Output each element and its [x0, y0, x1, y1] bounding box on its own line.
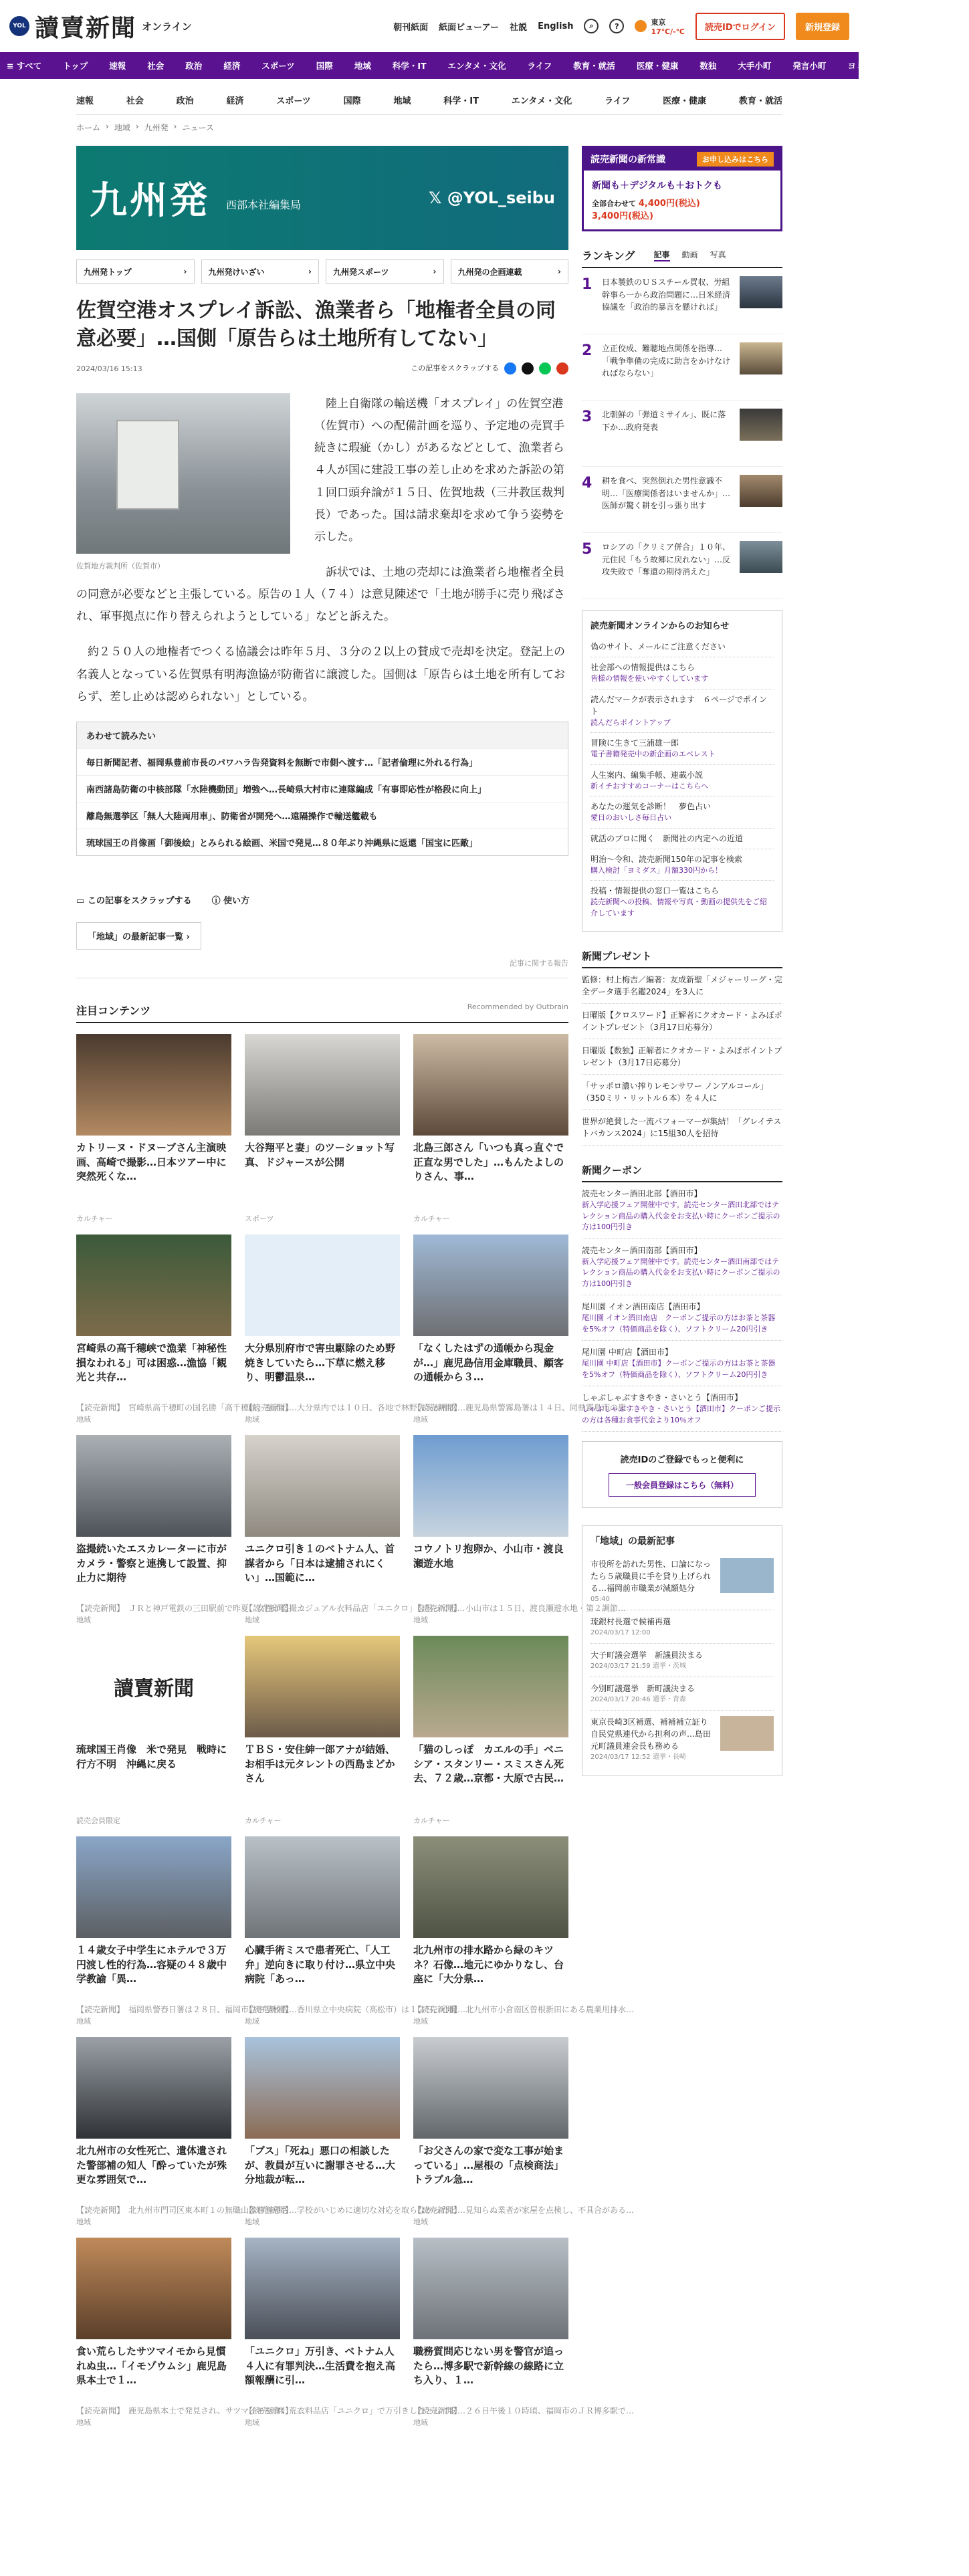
- present-item[interactable]: 日曜版【クロスワード】正解者にクオカード・よみぽポイントプレゼント（3月17日応募分）: [582, 1004, 782, 1039]
- header-links: [393, 13, 849, 40]
- crumb-news: ニュース: [182, 123, 214, 132]
- card-thumb: [413, 2037, 568, 2139]
- register-free-button[interactable]: 一般会員登録はこちら（無料）: [609, 1473, 756, 1497]
- featured-card[interactable]: 「ブス」「死ね」悪口の相談したが、教員が互いに謝罪させる…大分地裁が転… 【読売新聞】 学校がいじめに適切な対応を取らなかったと… 地域: [245, 2037, 400, 2227]
- paragraph: 訴状では、土地の売却には漁業者ら地権者全員の同意が必要などと主張している。原告の１人（７４）は意見陳述で「土地が勝手に売り飛ばされ、軍事拠点に作り替えられようとしている」などと訴えた。: [76, 565, 565, 624]
- featured-card[interactable]: 大分県別府市で害虫駆除のため野焼きしていたら…下草に燃え移り、明鬱温泉… 【読売新聞】 大分県内では１０日、各地で林野火災が相次… 地域: [245, 1235, 400, 1424]
- subnav-item[interactable]: 科学・IT: [443, 96, 479, 106]
- login-button[interactable]: 読売IDでログイン: [695, 13, 785, 40]
- related-heading: あわせて読みたい: [77, 722, 568, 748]
- nav-otekomachi[interactable]: 大手小町: [738, 61, 772, 71]
- outbrain-logo[interactable]: Recommended by Outbrain: [467, 1002, 568, 1011]
- ranking-tab-video[interactable]: 動画: [681, 250, 698, 259]
- bookmark-icon: ▭: [76, 895, 88, 906]
- nav-entertainment[interactable]: エンタメ・文化: [447, 61, 506, 71]
- regional-thumb: [720, 1716, 774, 1751]
- subnav-item[interactable]: 国際: [343, 96, 361, 106]
- tab-kyushu-sports[interactable]: 九州発スポーツ ›: [326, 259, 444, 284]
- banner-sub: 西部本社編集局: [226, 198, 302, 211]
- brand-sub: オンライン: [142, 20, 192, 33]
- regional-item[interactable]: 今別町議選挙 新町議決まる 2024/03/17 20:46 選挙・青森: [590, 1677, 774, 1711]
- link-editorial[interactable]: 社説: [510, 22, 528, 33]
- nav-education[interactable]: 教育・就活: [573, 61, 615, 71]
- featured-heading: 注目コンテンツ: [76, 1004, 151, 1017]
- promo-header: 読売新聞の新常識 お申し込みはこちら: [584, 148, 780, 171]
- share-buttons: [411, 362, 568, 374]
- card-thumb: [76, 2238, 231, 2339]
- crumb-local[interactable]: 地域: [114, 123, 130, 132]
- yomiuri-logo-thumb: 讀賣新聞: [76, 1636, 231, 1737]
- card-thumb: [413, 1034, 568, 1136]
- x-share-icon[interactable]: [522, 362, 534, 374]
- featured-card[interactable]: 讀賣新聞 琉球国王肖像 米で発見 戦時に行方不明 沖縄に戻る 読売会員限定: [76, 1636, 231, 1826]
- featured-card[interactable]: 大谷翔平と妻」のツーショット写真、ドジャースが公開 スポーツ: [245, 1034, 400, 1224]
- nav-sudoku[interactable]: 数独: [699, 61, 717, 71]
- regional-heading: 「地域」の最新記事: [590, 1536, 675, 1547]
- present-item[interactable]: 世界が絶賛した一流パフォーマーが集結！「グレイテストバカンス2024」に15組30人を招待: [582, 1110, 782, 1146]
- article-date: 2024/03/16 15:13: [76, 364, 142, 373]
- ranking-tabs: [654, 249, 726, 261]
- coupon-item[interactable]: 尾川園 イオン酒田南店【酒田市】 尾川園 イオン酒田南店 クーポンご提示の方はお茶と茶器を5%オフ（特価商品を除く）、ソフトクリーム20円引き: [582, 1295, 782, 1341]
- link-morning-edition[interactable]: 朝刊紙面: [393, 22, 429, 33]
- site-logo[interactable]: [9, 9, 192, 43]
- weather-widget[interactable]: [635, 17, 685, 36]
- region-tabs: [76, 259, 568, 284]
- yol-badge: YOL: [9, 16, 29, 36]
- article-photo[interactable]: [76, 393, 290, 573]
- banner-title: 九州発: [90, 179, 210, 223]
- ranking-item[interactable]: 5 ロシアの「クリミア併合」１０年、元住民「もう故郷に戻れない」…反攻失敗で「奪還の期待消えた」: [582, 533, 782, 599]
- notice-item[interactable]: 就活のプロに聞く 新聞社の内定への近道: [590, 829, 774, 849]
- card-thumb: [76, 1836, 231, 1938]
- notice-item[interactable]: あなたの運気を診断！ 夢色占い 愛日のおいしさ毎日占い: [590, 796, 774, 829]
- regional-item[interactable]: 大子町議会選挙 新議員決まる 2024/03/17 21:59 選挙・茨城: [590, 1644, 774, 1677]
- coupon-item[interactable]: 読売センター酒田北部【酒田市】 新入学応援フェア開催中です。読売センター酒田北部ではテレクション商品の購入代金をお支払い時にクーポンご提示の方は100円引き: [582, 1182, 782, 1239]
- tab-kyushu-series[interactable]: 九州発の企画連載 ›: [451, 259, 569, 284]
- related-item[interactable]: 琉球国王の肖像画「御後絵」とみられる絵画、米国で発見…８０年ぶり沖縄県に返還「国宝に匹敵」: [77, 829, 568, 855]
- subnav-item[interactable]: 地域: [393, 96, 411, 106]
- related-item[interactable]: 南西諸島防衛の中核部隊「水陸機動団」増強へ…長崎県大村市に連隊編成「有事即応性が格段に向上」: [77, 775, 568, 802]
- notice-item[interactable]: 読んだマークが表示されます ６ページでポイント 読んだらポイントアップ: [590, 689, 774, 734]
- coupon-heading: 新聞クーポン: [582, 1163, 782, 1182]
- site-header: [0, 0, 859, 52]
- regional-item[interactable]: 琉銀村長選で候補再選 2024/03/17 12:00: [590, 1610, 774, 1644]
- featured-card[interactable]: 宮崎県の高千穂峡で漁業「神秘性損なわれる」可は困惑…漁協「観光と共存… 【読売新聞】 宮崎県高千穂町の国名勝「高千穂峡」を流れ… 地域: [76, 1235, 231, 1424]
- x-icon: 𝕏: [429, 189, 447, 207]
- line-icon[interactable]: [539, 362, 551, 374]
- notice-item[interactable]: 冒険に生きて三浦雄一郎 電子書籍発売中の新企画のエベレスト: [590, 733, 774, 765]
- register-box: [582, 1441, 782, 1508]
- ranking-item[interactable]: 2 立正佼成、難聴地点関係を指導…「戦争準備の完成に助言をかけなければならない」: [582, 334, 782, 401]
- notice-item[interactable]: 人生案内、編集手帳、連載小説 新イチおすすめコーナーはこちらへ: [590, 765, 774, 797]
- coupon-item[interactable]: 読売センター酒田南部【酒田市】 新入学応援フェア開催中です。読売センター酒田南部ではテレクション商品の購入代金をお支払い時にクーポンご提示の方は100円引き: [582, 1239, 782, 1296]
- mail-icon[interactable]: [556, 362, 568, 374]
- weather-temp: 17℃/-℃: [651, 27, 685, 36]
- sun-icon: [635, 20, 647, 32]
- present-heading: 新聞プレゼント: [582, 949, 782, 968]
- ranking-thumb: [740, 475, 782, 507]
- related-item[interactable]: 毎日新聞記者、福岡県豊前市長のパワハラ告発資料を無断で市側へ渡す…「記者倫理に外れる行為」: [77, 748, 568, 775]
- chevron-right-icon: ›: [433, 267, 437, 276]
- featured-card[interactable]: ユニクロ引き１のベトナム人、首謀者から「日本は逮捕されにくい」…国範に… 【読売新聞】 カジュアル衣料品店「ユニクロ」を狙って万… 地域: [245, 1435, 400, 1625]
- nav-science[interactable]: 科学・IT: [392, 61, 427, 71]
- card-thumb: [76, 1235, 231, 1336]
- featured-card[interactable]: 「なくしたはずの通帳から現金が…」鹿児島信用金庫職員、顧客の通帳から３… 【読売新聞】 鹿児島県警霧島署は１４日、同県霧島市の鹿… 地域: [413, 1235, 568, 1424]
- ranking-thumb: [740, 541, 782, 573]
- ranking-tab-photo[interactable]: 写真: [710, 250, 726, 259]
- subnav-item[interactable]: 政治: [176, 96, 194, 106]
- article-meta: [76, 362, 568, 374]
- ranking-thumb: [740, 409, 782, 441]
- promo-apply-button[interactable]: お申し込みはこちら: [697, 152, 774, 167]
- ranking-item[interactable]: 4 耕を食べ、突然倒れた男性意識不明…「医療関係者はいませんか」…医師が驚く耕を引っ張り出す: [582, 467, 782, 533]
- promo-price: 全部合わせて 4,400円(税込) 3,400円(税込): [592, 199, 700, 221]
- register-text: 読売IDのご登録でもっと便利に: [620, 1455, 744, 1465]
- featured-card[interactable]: 北九州市の女性死亡、遺体遺された警部補の知人「酔っていたが殊更な雰囲気で… 【読売新聞】 北九州市門司区東本町１の無職山本尊智恵さ… 地域: [76, 2037, 231, 2227]
- scrap-button[interactable]: ▭ この記事をスクラップする: [76, 895, 192, 906]
- chevron-right-icon: ›: [183, 267, 187, 276]
- subnav-item[interactable]: 速報: [76, 96, 94, 106]
- notice-box: [582, 610, 782, 932]
- nav-economy[interactable]: 経済: [223, 61, 241, 71]
- register-button[interactable]: 新規登録: [796, 13, 849, 40]
- subnav-item[interactable]: 教育・就活: [738, 96, 782, 106]
- promo-body: 新聞も＋デジタルも＋おトクも 全部合わせて 4,400円(税込) 3,400円(税込): [584, 171, 780, 229]
- nav-world[interactable]: 国際: [316, 61, 333, 71]
- link-english[interactable]: English: [538, 21, 574, 31]
- coupon-item[interactable]: 尾川園 中町店【酒田市】 尾川園 中町店【酒田市】クーポンご提示の方はお茶と茶器を5%オフ（特価商品を除く）、ソフトクリーム20円引き: [582, 1341, 782, 1386]
- article-title: 佐賀空港オスプレイ訴訟、漁業者ら「地権者全員の同意必要」…国側「原告らは土地所有してない」: [76, 299, 556, 350]
- featured-card[interactable]: 北九州市の排水路から緑のキツネ？石像…地元にゆかりなし、台座に「大分県… 【読売新聞】 北九州市小倉南区曽根新田にある農業用排水… 地域: [413, 1836, 568, 2026]
- subnav-item[interactable]: ライフ: [605, 96, 631, 106]
- featured-card[interactable]: 「ユニクロ」万引き、ベトナム人４人に有罪判決…生活費を抱え高額報酬に引… 【読売新聞】 衣料品店「ユニクロ」で万引きしたとして窃… 地域: [245, 2238, 400, 2428]
- subnav-item[interactable]: 経済: [226, 96, 244, 106]
- ranking-heading: ランキング: [582, 249, 635, 262]
- card-thumb: [245, 1235, 400, 1336]
- featured-card[interactable]: ＴＢＳ・安住紳一郎アナが結婚、お相手は元タレントの西島まどかさん カルチャー: [245, 1636, 400, 1826]
- subnav-item[interactable]: スポーツ: [276, 96, 311, 106]
- weather-city: 東京: [651, 17, 666, 27]
- featured-card[interactable]: １４歳女子中学生にホテルで３万円渡し性的行為…容疑の４８歳中学教諭「異… 【読売新聞】 福岡県警春日署は２８日、福岡市立中学校教… 地域: [76, 1836, 231, 2026]
- twitter-handle[interactable]: 𝕏 @YOL_seibu: [429, 189, 555, 207]
- featured-card[interactable]: 北島三郎さん「いつも真っ直ぐで正直な男でした」…もんたよしのりさん、事… カルチャー: [413, 1034, 568, 1224]
- card-thumb: [76, 1034, 231, 1136]
- featured-card[interactable]: 盗撮続いたエスカレーターに市がカメラ・警察と連携して設置、抑止力に期待 【読売新聞】 ＪＲと神戸電鉄の三田駅前で昨夏、女性が盗撮… 地域: [76, 1435, 231, 1625]
- ranking-thumb: [740, 342, 782, 374]
- photo-caption: 佐賀地方裁判所（佐賀市）: [76, 562, 165, 570]
- brand-name: 讀賣新聞: [35, 13, 137, 42]
- article-actions: [76, 893, 568, 906]
- card-thumb: [413, 1435, 568, 1537]
- card-thumb: [245, 1435, 400, 1537]
- card-thumb: [245, 2037, 400, 2139]
- notice-item[interactable]: 社会部への情報提供はこちら 皆様の情報を使いやすくしています: [590, 657, 774, 689]
- paragraph: 約２５０人の地権者でつくる協議会は昨年５月、３分の２以上の賛成で売却を決定。登記上の名義人となっている佐賀県有明海漁協が防衛省に譲渡した。国側は「原告らは土地を所有しておらず、差し止めは認められない」としている。: [76, 645, 565, 704]
- featured-card[interactable]: 食い荒らしたサツマイモから見慣れぬ虫…「イモゾウムシ」鹿児島県本土で１… 【読売新聞】 鹿児島県本土で発見され、サツマイモを食い荒… 地域: [76, 2238, 231, 2428]
- regional-thumb: [720, 1558, 774, 1593]
- nav-yomidr[interactable]: ヨミドクター: [847, 61, 897, 71]
- how-to-use-link[interactable]: ⓘ 使い方: [211, 895, 250, 906]
- subnav-item[interactable]: 医療・健康: [663, 96, 707, 106]
- court-photo: [76, 393, 290, 554]
- nav-breaking[interactable]: 速報: [109, 61, 126, 71]
- card-thumb: [76, 1435, 231, 1537]
- link-viewer[interactable]: 紙面ビューアー: [439, 22, 500, 33]
- card-thumb: [76, 2037, 231, 2139]
- featured-card[interactable]: 職務質問応じない男を警官が追ったら…博多駅で新幹線の線路に立ち入り、１… 【読売新聞】 ２６日午後１０時頃、福岡市のＪＲ博多駅で… 地域: [413, 2238, 568, 2428]
- nav-sports[interactable]: スポーツ: [261, 61, 295, 71]
- card-thumb: [413, 1836, 568, 1938]
- featured-header: [76, 1002, 568, 1023]
- related-articles: [76, 722, 568, 856]
- featured-card[interactable]: カトリーヌ・ドヌーブさん主演映画、高崎で撮影…日本ツアー中に突然死くな… カルチャー: [76, 1034, 231, 1224]
- help-icon[interactable]: ?: [609, 19, 624, 33]
- notice-item[interactable]: 明治〜令和、読売新聞150年の記事を検索 購入検討「ヨミダス」月額330円から！: [590, 849, 774, 881]
- chevron-right-icon: ›: [558, 267, 561, 276]
- coupon-item[interactable]: しゃぶしゃぶすきやき・さいとう【酒田市】 しゃぶしゃぶすきやき・さいとう【酒田市】クーポンご提示の方は各種お食事代金より10％オフ: [582, 1386, 782, 1432]
- global-nav: [0, 52, 969, 79]
- crumb-home[interactable]: ホーム: [76, 123, 101, 132]
- card-thumb: [245, 1636, 400, 1737]
- info-icon: ⓘ: [211, 895, 224, 906]
- nav-health[interactable]: 医療・健康: [636, 61, 679, 71]
- subnav-item[interactable]: エンタメ・文化: [511, 96, 572, 106]
- article-body: [76, 393, 568, 708]
- chevron-right-icon: ›: [308, 267, 312, 276]
- crumb-kyushu[interactable]: 九州発: [144, 123, 169, 132]
- present-item[interactable]: 監修：村上梅吉／編著：友成新聖「メジャーリーグ・完全データ選手名鑑2024」を3人に: [582, 968, 782, 1004]
- latest-local-button[interactable]: 「地域」の最新記事一覧 ›: [76, 922, 201, 950]
- nav-top[interactable]: トップ: [63, 61, 88, 71]
- ranking-item[interactable]: 3 北朝鮮の「弾道ミサイル」、既に落下か…政府発表: [582, 401, 782, 467]
- card-thumb: [413, 1235, 568, 1336]
- featured-card[interactable]: 心臓手術ミスで患者死亡、「人工弁」逆向きに取り付け…県立中央病院「あっ… 【読売新聞】 香川県立中央病院（高松市）は１２日、心臓… 地域: [245, 1836, 400, 2026]
- nav-yomipo[interactable]: よみぽランド: [918, 61, 969, 71]
- tab-kyushu-top[interactable]: 九州発トップ ›: [76, 259, 195, 284]
- subnav-item[interactable]: 社会: [126, 96, 144, 106]
- breadcrumb: ホーム › 地域 › 九州発 › ニュース: [76, 122, 214, 132]
- present-item[interactable]: 日曜版【数独】正解者にクオカード・よみぽポイントプレゼント（3月17日応募分）: [582, 1039, 782, 1075]
- nav-all[interactable]: ≡ すべて: [7, 61, 42, 71]
- nav-hatsugen[interactable]: 発言小町: [792, 61, 827, 71]
- featured-card[interactable]: 「お父さんの家で変な工事が始まっている」…屋根の「点検商法」トラブル急… 【読売新聞】 見知らぬ業者が家屋を点検し、不具合がある… 地域: [413, 2037, 568, 2227]
- card-thumb: [245, 2238, 400, 2339]
- sidebar: [582, 146, 782, 1776]
- notice-item[interactable]: 偽のサイト、メールにご注意ください: [590, 637, 774, 657]
- ranking-header: [582, 247, 782, 268]
- card-thumb: [413, 2238, 568, 2339]
- regional-item[interactable]: 東京長崎3区補選、補補補立証り自民党県連代から担利の声…島田元町議員連会長も務める 2024/03/17 12:52 選挙・長崎: [590, 1711, 774, 1767]
- nav-life[interactable]: ライフ: [527, 61, 552, 71]
- subscription-promo[interactable]: [582, 146, 782, 231]
- search-icon[interactable]: ⌕: [584, 19, 599, 33]
- regional-item[interactable]: 市役所を訪れた男性、口論になったら５歳職員に手を貸り上げられる…福岡前市職業が減額処分 05:40: [590, 1553, 774, 1610]
- tab-kyushu-economy[interactable]: 九州発けいざい ›: [201, 259, 320, 284]
- ranking-tab-articles[interactable]: 記事: [654, 249, 670, 261]
- related-item[interactable]: 離島無選挙区「無人大陸両用車」、防衛省が開発へ…遠隔操作で輸送艦載も: [77, 802, 568, 829]
- section-nav: [76, 86, 782, 115]
- facebook-icon[interactable]: [504, 362, 516, 374]
- featured-card[interactable]: 「猫のしっぽ カエルの手」ベニシア・スタンリー・スミスさん死去、７２歳…京都・大原で古民… カルチャー: [413, 1636, 568, 1826]
- notice-item[interactable]: 投稿・情報提供の窓口一覧はこちら 読売新聞への投稿、情報や写真・動画の提供先をご紹介しています: [590, 886, 767, 918]
- nav-local[interactable]: 地域: [354, 61, 371, 71]
- kyushu-banner[interactable]: [76, 146, 568, 250]
- card-thumb: [245, 1034, 400, 1136]
- nav-politics[interactable]: 政治: [185, 61, 203, 71]
- card-thumb: [245, 1836, 400, 1938]
- regional-latest: [582, 1525, 782, 1776]
- featured-card[interactable]: コウノトリ抱卵か、小山市・渡良瀬遊水地 【読売新聞】 小山市は１５日、渡良瀬遊水地・第２調節… 地域: [413, 1435, 568, 1625]
- present-item[interactable]: 「サッポロ濃い搾りレモンサワー ノンアルコール」（350ミリ・リットル６本）を４人に: [582, 1075, 782, 1110]
- nav-society[interactable]: 社会: [147, 61, 165, 71]
- ranking-thumb: [740, 276, 782, 308]
- report-link[interactable]: 記事に関する報告: [76, 958, 568, 978]
- notice-heading: 読売新聞オンラインからのお知らせ: [590, 621, 730, 631]
- ranking-item[interactable]: 1 日本製鉄のＵＳスチール買収、労組幹事ら一から政治問題に…日米経済協議を「政治的暴言を懸ければ」: [582, 268, 782, 334]
- card-thumb: [413, 1636, 568, 1737]
- scrap-link[interactable]: この記事をスクラップする: [411, 364, 499, 372]
- paragraph: 陸上自衛隊の輸送機「オスプレイ」の佐賀空港（佐賀市）への配備計画を巡り、予定地の売買手続きに瑕疵（かし）があるなどとして、漁業者ら４人が国に建設工事の差し止めを求めた訴訟の第１回口頭弁論が１５日、佐賀地裁（三井教匡裁判長）であった。国は請求棄却を求めて争う姿勢を示した。: [314, 397, 564, 544]
